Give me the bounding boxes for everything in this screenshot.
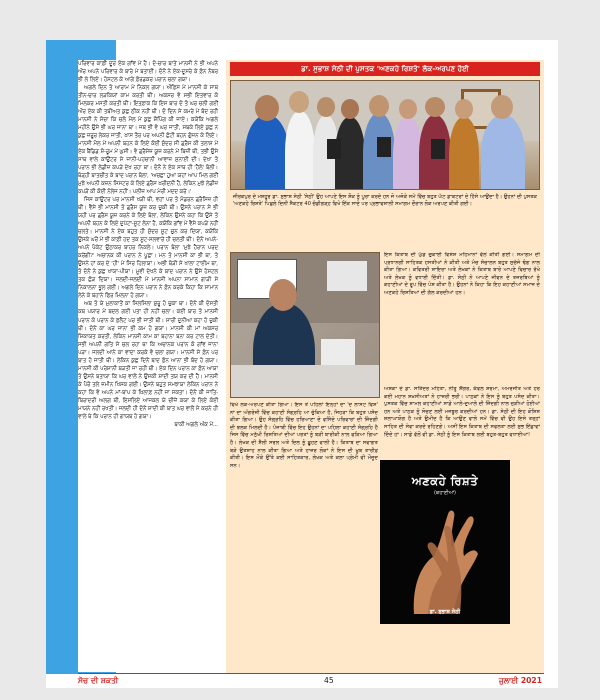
desk: [231, 365, 380, 398]
page-footer: [46, 674, 558, 688]
hands-illustration: [404, 504, 486, 614]
page-number: 45: [324, 676, 334, 685]
person-head: [289, 91, 309, 113]
person-head: [369, 95, 389, 117]
article-headline: ਡਾ. ਸੁਭਾਸ਼ ਸੇਠੀ ਦੀ ਪੁਸਤਕ 'ਅਣਕਹੇ ਰਿਸ਼ਤੇ' ਲੋਕ-ਅਰਪਣ ਹੋਈ: [230, 62, 540, 76]
author-head: [269, 279, 297, 311]
book-subtitle: (ਕਹਾਣੀਆਂ): [433, 490, 457, 496]
person-figure: [449, 117, 479, 190]
story-paragraph: ਅਗਲੇ ਦਿਨ ਤੋ ਆਰਾਮ ਮੇਂ ਨਿਕਲ ਗਯਾ। ਔਫ਼ਿਸ ਮੇਂ ਮਾਨਸੀ ਕੇ ਸਾਥ ਤੀਨ-ਚਾਰ ਲੜਕਿਯਾਂ ਕਾਮ ਕਰਤੀ ਥੀਂ। ਅਕਸਰ ਵੋ ਸਭੀ ਇਤਵਾਰ ਕੋ ਮਿਲਕਰ ਮਸਤੀ ਕਰਤੀ ਥੀਂ। ਇਤਫ਼ਾਕ ਕਿ ਇਸ ਬਾਰ ਦੋ ਤੋ ਘਰ ਚਲੀ ਗਈਂ ਔਰ ਏਕ ਕੀ ਤਬੀਅਤ ਕੁਛ ਠੀਕ ਨਹੀਂ ਥੀ। ਦੋ ਦਿਨ ਸੇ ਕਮਰੇ ਮੇਂ ਬੰਦ ਰਹੀ ਮਾਨਸੀ ਨੇ ਸੋਚਾ ਕਿ ਚਲੋ ਮੌਲ ਮੇਂ ਕੁਛ ਸ਼ੌਪਿੰਗ ਕੀ ਜਾਏ। ਕਯੋਂਕਿ ਅਗਲੇ ਮਹੀਨੇ ਉਸੇ ਭੀ ਘਰ ਜਾਨਾ ਥਾ। ਜਬ ਭੀ ਵੋ ਘਰ ਜਾਤੀ, ਸਬਕੇ ਲਿਏ ਕੁਛ ਨ ਕੁਛ ਜ਼ਰੂਰ ਲੇਕਰ ਜਾਤੀ, ਖ਼ਾਸ ਤੌਰ ਪਰ ਅਪਨੀ ਛੋਟੀ ਬਹਨ ਗੁੰਜਨ ਕੇ ਲਿਏ। ਮਾਨਸੀ ਮੌਲ ਮੇਂ ਅਪਨੀ ਬਹਨ ਕੇ ਲਿਏ ਕੋਈ ਸੁੰਦਰ ਸੀ ਡ੍ਰੈਸ ਕੀ ਤਲਾਸ਼ ਮੇਂ ਏਕ ਬੈਂਡਿਡ ਸ਼ੋ-ਰੂਮ ਮੇਂ ਘੁਸੀ। ਵੋ ਡ੍ਰੈਸੇਜ਼ ਯੂਜ਼ ਕਰਨੇ ਮੇਂ ਬਿਜ਼ੀ ਥੀ, ਤਭੀ ਉਸੇ ਸਾਥ ਵਾਲੇ ਕਾਉਂਟਰ ਸੇ ਜਾਨੀ-ਪਹਚਾਨੀ ਆਵਾਜ਼ ਸੁਨਾਈ ਦੀ। ਦੇਖਾ ਤੋ ਪਰਾਨ ਭੀ ਲੇਡੀਜ਼ ਕਪੜੇ ਦੇਖ ਰਹਾ ਥਾ। ਦੋਨੋਂ ਨੇ ਏਕ ਸਾਥ ਹੀ 'ਹੈਲੋ' ਬੋਲੀ। ਥੋੜ੍ਹੀ ਬਾਤਚੀਤ ਕੇ ਬਾਦ ਪਰਾਨ ਬੋਲਾ, 'ਅਚਛਾ ਹੁਆ ਯਹਾਂ ਆਪ ਮਿਲ ਗਈਂ ਮੁਝੇ ਅਪਨੀ ਕਜ਼ਨ ਸਿਸਟਰ ਕੇ ਲਿਏ ਡ੍ਰੈਸ ਖ਼ਰੀਦਨੀ ਹੈ, ਲੇਕਿਨ ਮੁਝੇ ਲੇਡੀਜ਼ ਕਪੜੋਂ ਕੀ ਕੋਈ ਨੋਲੇਜ ਨਹੀਂ। ਪਲੀਜ਼ ਆਪ ਮੇਰੀ ਮਦਦ ਕਰੇਂ।': [78, 85, 218, 196]
person-figure: [285, 111, 315, 190]
story-paragraph: ਜਿਸ ਕਾਉਂਟਰ ਪਰ ਮਾਨਸੀ ਖੜੀ ਥੀ, ਵਹਾਂ ਪਰ ਤੋ ਮੌਡਰਨ ਡ੍ਰੈਸਿਜ਼ ਹੀ ਥੀਂ। ਵੈਸੇ ਭੀ ਮਾਨਸੀ ਤੋ ਡ੍ਰੈਸ ਯੂਜ਼ ਕਰ ਚੁਕੀ ਥੀ। ਉਸਨੇ ਪਰਾਨ ਸੇ ਭੀ ਯਹੀ ਪਰ ਡ੍ਰੈਸ ਯੂਜ਼ ਕਰਨੇ ਕੇ ਲਿਏ ਬੋਲਾ, ਲੇਕਿਨ ਉਸਨੇ ਕਹਾ ਕਿ ਉਸੇ ਤੋ ਅਪਨੀ ਬਹਨ ਕੇ ਲਿਏ ਦੁਪੱਟਾ-ਸੂਟ ਲੇਨਾ ਹੈ, ਕਯੋਂਕਿ ਗਾਁਵ ਮੇਂ ਵੈਸੇ ਕਪੜੇ ਨਹੀਂ ਚਲਤੇ। ਮਾਨਸੀ ਨੇ ਏਕ ਬਹੁਤ ਹੀ ਸੁੰਦਰ ਸੂਟ ਚੁਨ ਕਰ ਦਿਯਾ, ਕਯੋਂਕਿ ਉਸਕੇ ਘਰੋਂ ਮੇਂ ਭੀ ਕਾਫ਼ੀ ਹਦ ਤਕ ਸੂਟ-ਸਲਵਾਰੇਂ ਹੀ ਚਲਤੀ ਥੀਂ। ਦੋਨੋਂ ਅਪਨੇ-ਅਪਨੇ ਪੈਕੇਟ ਉਠਾਕਰ ਬਾਹਰ ਨਿਕਲੇ। ਪਰਾਨ ਬੋਲਾ 'ਮੁਝੇ ਹੈਰਾਨ ਪਰਦ ਕਰੇਂਗੀ?' ਅਚਾਨਕ ਕੀ ਪਰਾਨ ਨੇ ਪੂਛਾ। ਮਨ ਤੋ ਮਾਨਸੀ ਕਾ ਭੀ ਥਾ, ਤੋ ਉਸਨੇ ਹਾਂ ਕਰ ਦੇ 'ਹੀ' ਮੇਂ ਸਿਰ ਹਿਲਾਯਾ। ਅਭੀ ਥੋੜੀ ਸੇ ਖਾਲਾ ਟਾਈਮ ਥਾ, ਤੋ ਦੋਨੋਂ ਨੇ ਕੁਛ ਖਾਯਾ-ਪੀਯਾ। ਮੂਵੀ ਦੇਖਨੇ ਕੇ ਬਾਦ ਪਰਾਨ ਨੇ ਉਸੇ ਹੋਸਟਲ ਤਕ ਛੋੜ ਦਿਯਾ। ਜਲਦੀ-ਜਲਦੀ ਮੇਂ ਮਾਨਸੀ ਅਪਨਾ ਸਾਮਾਨ ਗਾੜੀ ਸੇ ਨਿਕਾਲਨਾ ਭੂਲ ਗਈ। ਅਗਲੇ ਦਿਨ ਪਰਾਨ ਨੇ ਫ਼ੋਨ ਕਰਕੇ ਕਿਹਾ ਕਿ ਸਾਮਾਨ ਲੇਨੇ ਕੇ ਬਹਾਨੇ ਫਿਰ ਮਿਲਨਾ ਹੋ ਗਯਾ।: [78, 197, 219, 300]
book-copy: [327, 139, 341, 159]
book-copy: [431, 139, 445, 159]
person-head: [341, 99, 359, 119]
story-paragraph: ਅਬ ਤੋ ਯੇ ਮੁਲਾਕਾਤੋਂ ਕਾ ਸਿਲਸਿਲਾ ਸ਼ੁਰੂ ਹੋ ਚੁਕਾ ਥਾ। ਦੋਨੋਂ ਕੀ ਦੋਸਤੀ ਕਬ ਪਯਾਰ ਮੇਂ ਬਦਲ ਗਈ ਪਤਾ ਹੀ ਨਹੀਂ ਚਲਾ। ਕਈ ਬਾਰ ਤੋ ਮਾਨਸੀ ਪਰਾਨ ਕੋ ਪਰਾਨ ਕੇ ਫ਼ਲੈਟ ਪਰ ਭੀ ਜਾਤੀ ਥੀ। ਸਾਰੀ ਦੁਨੀਆ ਕਹਾ ਹੋ ਚੁਕੀ ਥੀ। ਦੋਨੋਂ ਕਾ ਘਰ ਜਾਨਾ ਭੀ ਕਮ ਹੋ ਗਯਾ। ਮਾਨਸੀ ਕੀ ਮਾਂ ਅਕਸਰ ਸ਼ਿਕਾਯਤ ਕਰਤੀ, ਲੇਕਿਨ ਮਾਨਸੀ ਕਾਮ ਕਾ ਬਹਾਨਾ ਬਨਾ ਕਰ ਟਾਲ ਦੇਤੀ। ਸਭੀ ਅਪਨੀ ਗਤਿ ਸੇ ਚਲ ਰਹਾ ਥਾ ਕਿ ਅਚਾਨਕ ਪਰਾਨ ਕੋ ਗਾਁਵ ਜਾਨਾ ਪੜਾ। ਜਲਦੀ ਆਨੇ ਕਾ ਵਾਦਾ ਕਰਕੇ ਵੋ ਚਲਾ ਗਯਾ। ਮਾਨਸੀ ਸੇ ਫ਼ੋਨ ਪਰ ਬਾਤ ਹੋ ਜਾਤੀ ਥੀ। ਲੇਕਿਨ ਕੁਛ ਦਿਨੋਂ ਬਾਦ ਫ਼ੋਨ ਆਨਾ ਭੀ ਬੰਦ ਹੋ ਗਯਾ। ਮਾਨਸੀ ਕੀ ਪਰੇਸ਼ਾਨੀ ਬੜਤੀ ਜਾ ਰਹੀ ਥੀ। ਏਕ ਦਿਨ ਪਰਾਨ ਕਾ ਫ਼ੋਨ ਆਯਾ ਤੋ ਉਸਨੇ ਬਤਾਯਾ ਕਿ ਘਰ ਵਾਲੋਂ ਨੇ ਉਸਕੀ ਸ਼ਾਦੀ ਤਯ ਕਰ ਦੀ ਹੈ। ਮਾਨਸੀ ਕੇ ਪੈਰੋਂ ਤਲੇ ਜ਼ਮੀਨ ਖਿਸਕ ਗਈ। ਉਸਨੇ ਬਹੁਤ ਸਮਝਾਯਾ ਲੇਕਿਨ ਪਰਾਨ ਨੇ ਕਹਾ ਕਿ ਵੋ ਅਪਨੇ ਮਾਂ-ਬਾਪ ਕੇ ਖ਼ਿਲਾਫ਼ ਨਹੀਂ ਜਾ ਸਕਤਾ। ਦੋਨੋਂ ਕੀ ਜਾਤਿ-ਬਿਰਾਦਰੀ ਅਲਗ ਥੀ, ਇਸਲਿਏ ਆਜਕਲ ਯੇ ਚੀਜ਼ੇਂ ਕਯਾ ਕੇ ਲਿਏ ਕੋਈ ਮਾਯਨੇ ਨਹੀਂ ਰਖਤੀਂ। ਜਲਦੀ ਹੀ ਦੋਨੋਂ ਸ਼ਾਦੀ ਕੀ ਬਾਤ ਘਰ ਵਾਲੋਂ ਸੇ ਕਰਨੇ ਹੀ ਵਾਲੇ ਥੇ ਕਿ ਪਰਾਨ ਹੀ ਗਾਯਬ ਹੋ ਗਯਾ।: [78, 301, 218, 420]
magazine-name: ਸੋਚ ਦੀ ਸ਼ਕਤੀ: [78, 676, 119, 685]
person-head: [399, 99, 417, 119]
book-cover: [380, 460, 510, 624]
person-head: [491, 95, 513, 119]
person-head: [255, 95, 279, 121]
monitor: [327, 261, 367, 291]
book-title: ਅਣਕਹੇ ਰਿਸ਼ਤੇ: [411, 474, 479, 488]
book-launch-group-photo: [230, 80, 540, 190]
person-head: [455, 99, 473, 119]
book-author: ਡਾ. ਸੁਭਾਸ਼ ਸੇਠੀ: [429, 609, 461, 615]
photo-caption: ਜੀਰਕਪੁਰ ਦੇ ਮਸ਼ਹੂਰ ਡਾ. ਸੁਭਾਸ਼ ਸੇਠੀ 'ਸੇਠੀ' ਉਹ ਆਪਣੇ ਇਸ ਸ਼ੌਕ ਨੂੰ ਪੂਰਾ ਕਰਦੇ ਹਨ ਜੋ ਅਜੋਕੇ ਸਮੇਂ ਵਿੱਚ ਬਹੁਤ ਘੱਟ ਡਾਕਟਰਾਂ ਦੇ ਹਿੱਸੇ ਆਉਂਦਾ ਹੈ। ਉਹਨਾਂ ਦੀ ਪੁਸਤਕ 'ਅਣਕਹੇ ਰਿਸ਼ਤੇ' ਪਿਛਲੇ ਦਿਨੀਂ ਸੈਕਟਰ 40 ਚੰਡੀਗੜ੍ਹ ਵਿਖੇ ਇੱਕ ਸਾਦੇ ਪਰ ਪ੍ਰਭਾਵਸ਼ਾਲੀ ਸਮਾਗਮ ਦੌਰਾਨ ਲੋਕ ਅਰਪਣ ਕੀਤੀ ਗਈ।: [233, 194, 538, 208]
author-desk-photo: [230, 252, 380, 398]
story-continued-note: ਬਾਕੀ ਅਗਲੇ ਅੰਕ ਮੇਂ...: [174, 421, 218, 428]
issue-date: ਜੁਲਾਈ 2021: [498, 676, 542, 685]
article-text-block: ਅਸ਼ੋਕਾ ਦੇ ਡਾ. ਸਤਿੰਦਰ ਮਹਿਤਾ, ਨੀਤੂ ਸ਼ੈਂਗਰ, ਕੰਵਲ ਸ਼ਰਮਾ, ਅਮਰਜੀਤ ਅਤੇ ਹੋਰ ਕਈ ਮਹਾਨ ਸ਼ਖ਼ਸੀਅਤਾਂ ਨੇ ਹਾਜ਼ਰੀ ਭਰੀ। ਪਾਠਕਾਂ ਨੇ ਇਸ ਨੂੰ ਬਹੁਤ ਪਸੰਦ ਕੀਤਾ। ਪੁਸਤਕ ਵਿੱਚ ਸ਼ਾਮਲ ਕਹਾਣੀਆਂ ਸਾਡੇ ਆਲੇ-ਦੁਆਲੇ ਦੀ ਜ਼ਿੰਦਗੀ ਨਾਲ ਜੁੜੀਆਂ ਹੋਈਆਂ ਹਨ ਅਤੇ ਪਾਠਕ ਨੂੰ ਸੋਚਣ ਲਈ ਮਜਬੂਰ ਕਰਦੀਆਂ ਹਨ। ਡਾ. ਸੇਠੀ ਦੀ ਇਹ ਕੋਸ਼ਿਸ਼ ਸ਼ਲਾਘਾਯੋਗ ਹੈ ਅਤੇ ਉਮੀਦ ਹੈ ਕਿ ਆਉਣ ਵਾਲੇ ਸਮੇਂ ਵਿੱਚ ਵੀ ਉਹ ਇਸੇ ਤਰ੍ਹਾਂ ਸਾਹਿਤ ਦੀ ਸੇਵਾ ਕਰਦੇ ਰਹਿਣਗੇ। ਅਸੀਂ ਇਸ ਕਿਤਾਬ ਦੀ ਸਫਲਤਾ ਲਈ ਸ਼ੁਭ ਇੱਛਾਵਾਂ ਦਿੰਦੇ ਹਾਂ। ਸਾਡੇ ਵੱਲੋਂ ਵੀ ਡਾ. ਸੇਠੀ ਨੂੰ ਇਸ ਕਿਤਾਬ ਲਈ ਬਹੁਤ-ਬਹੁਤ ਵਧਾਈਆਂ!: [384, 386, 540, 438]
person-head: [425, 97, 445, 117]
person-figure: [481, 115, 525, 190]
person-figure: [245, 115, 289, 190]
story-column: [78, 60, 220, 672]
article-text-block: ਇਸ ਕਿਤਾਬ ਦੀ ਘੁੰਡ ਚੁਕਾਈ ਵਿਸ਼ੇਸ਼ ਮਹਿਮਾਨਾਂ ਵੱਲੋਂ ਕੀਤੀ ਗਈ। ਸਮਾਗਮ ਦੀ ਪ੍ਰਧਾਨਗੀ ਸਾਹਿਤਕ ਹਸਤੀਆਂ ਨੇ ਕੀਤੀ ਅਤੇ ਮੰਚ ਸੰਚਾਲਨ ਬਹੁਤ ਸੁਚੱਜੇ ਢੰਗ ਨਾਲ ਕੀਤਾ ਗਿਆ। ਕਵਿਤਰੀ ਸ਼ਾਇਰਾ ਅਤੇ ਲੇਖਕਾਂ ਨੇ ਕਿਤਾਬ ਬਾਰੇ ਆਪਣੇ ਵਿਚਾਰ ਰੱਖੇ ਅਤੇ ਲੇਖਕ ਨੂੰ ਵਧਾਈ ਦਿੱਤੀ। ਡਾ. ਸੇਠੀ ਨੇ ਆਪਣੇ ਜੀਵਨ ਦੇ ਤਜਰਬਿਆਂ ਨੂੰ ਕਹਾਣੀਆਂ ਦੇ ਰੂਪ ਵਿੱਚ ਪੇਸ਼ ਕੀਤਾ ਹੈ। ਉਹਨਾਂ ਨੇ ਕਿਹਾ ਕਿ ਇਹ ਕਹਾਣੀਆਂ ਸਮਾਜ ਦੇ ਅਣਕਹੇ ਰਿਸ਼ਤਿਆਂ ਦੀ ਗੱਲ ਕਰਦੀਆਂ ਹਨ।: [384, 252, 540, 296]
story-paragraph: ਪਰਿਵਾਰ ਕਾਫ਼ੀ ਦੂਰ ਏਕ ਗਾਁਵ ਮੇਂ ਹੈ। ਦੋ-ਚਾਰ ਬਾਤੇਂ ਮਾਨਸੀ ਨੇ ਭੀ ਅਪਨੇ ਔਰ ਅਪਨੇ ਪਰਿਵਾਰ ਕੇ ਬਾਰੇ ਮੇਂ ਬਤਾਈਂ। ਦੋਨੋਂ ਨੇ ਏਕ-ਦੂਸਰੇ ਕੇ ਫ਼ੋਨ ਨੰਬਰ ਭੀ ਲੇ ਲਿਏ। ਹੋਸਟਲ ਕੇ ਆਗੇ ਫ਼ੋਰਡਕਰ ਪਰਾਨ ਚਲਾ ਗਯਾ।: [78, 61, 218, 84]
book-copy: [377, 137, 391, 157]
article-text-block: ਵਿਖੇ ਲੋਕ-ਅਰਪਣ ਕੀਤਾ ਗਿਆ। ਇਸ ਤੋਂ ਪਹਿਲਾਂ ਇਨ੍ਹਾਂ ਦਾ 'ਦ ਲਾਸਟ ਵਿਸ਼' ਨਾਂ ਦਾ ਅੰਗਰੇਜ਼ੀ ਵਿੱਚ ਕਹਾਣੀ ਸੰਗ੍ਰਹਿ ਆ ਚੁੱਕਿਆ ਹੈ, ਜਿਹੜਾ ਕਿ ਬਹੁਤ ਪਸੰਦ ਕੀਤਾ ਗਿਆ। ਉਹ ਸੰਗ੍ਰਹਿ ਵਿੱਚ ਹਰਿਆਣਾ ਦੇ ਵਸਿੰਦੇ ਪਰਿਵਾਰਾਂ ਦੀ ਜ਼ਿੰਦਗੀ ਦੀ ਝਲਕ ਮਿਲਦੀ ਹੈ। ਪੰਜਾਬੀ ਵਿੱਚ ਇਹ ਉਹਨਾਂ ਦਾ ਪਹਿਲਾ ਕਹਾਣੀ ਸੰਗ੍ਰਹਿ ਹੈ ਜਿਸ ਵਿੱਚ ਮਨੁੱਖੀ ਰਿਸ਼ਤਿਆਂ ਦੀਆਂ ਪਰਤਾਂ ਨੂੰ ਬੜੀ ਬਾਰੀਕੀ ਨਾਲ ਫੜਿਆ ਗਿਆ ਹੈ। ਲੇਖਕ ਦੀ ਸ਼ੈਲੀ ਸਰਲ ਅਤੇ ਦਿਲ ਨੂੰ ਛੂਹਣ ਵਾਲੀ ਹੈ। ਕਿਤਾਬ ਦਾ ਸਵਾਗਤ ਬੜੇ ਉਤਸ਼ਾਹ ਨਾਲ ਕੀਤਾ ਗਿਆ ਅਤੇ ਹਾਜ਼ਰ ਲੋਕਾਂ ਨੇ ਇਸ ਦੀ ਖ਼ੂਬ ਤਾਰੀਫ਼ ਕੀਤੀ। ਇਸ ਮੌਕੇ ਉੱਤੇ ਕਈ ਸਾਹਿਤਕਾਰ, ਲੇਖਕ ਅਤੇ ਕਲਾ ਪ੍ਰੇਮੀ ਵੀ ਮੌਜੂਦ ਸਨ।: [230, 402, 378, 469]
person-head: [317, 97, 335, 117]
laptop: [321, 339, 355, 365]
